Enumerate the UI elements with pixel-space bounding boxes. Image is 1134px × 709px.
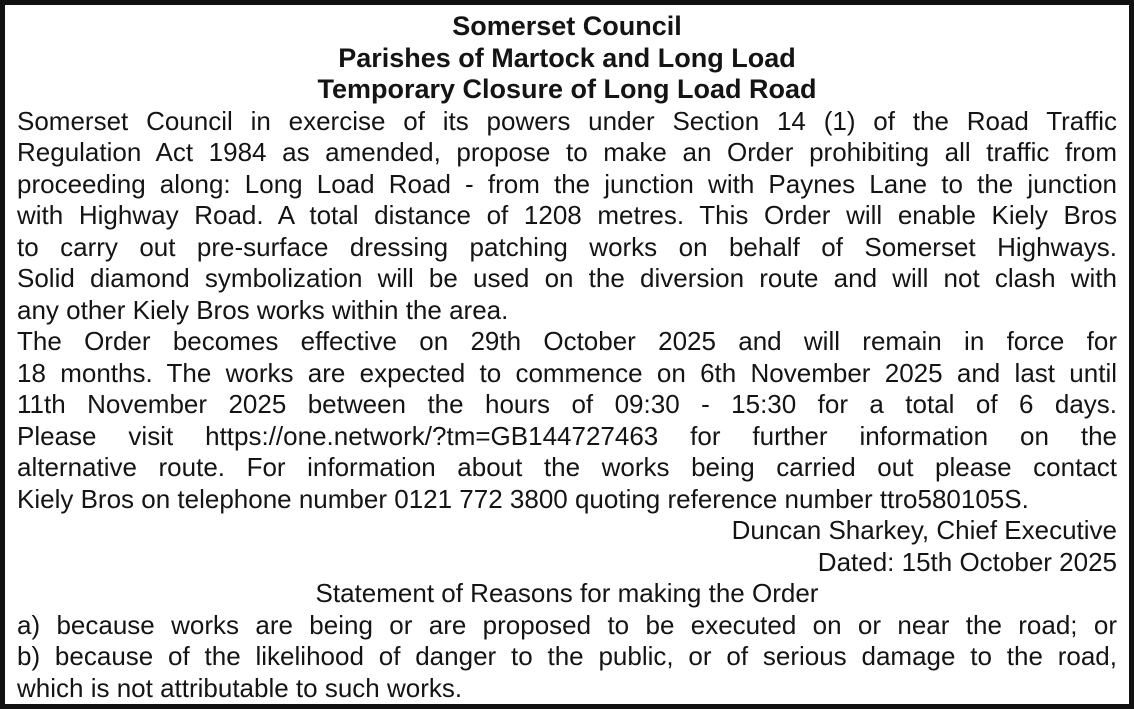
reason-text-line: which is not attributable to such works. — [17, 672, 463, 703]
body-text-line: alternative route. For information about the works being carried out please contact — [17, 452, 1117, 482]
signature-line: Duncan Sharkey, Chief Executive — [731, 515, 1117, 545]
statement-of-reasons-list — [17, 610, 1117, 705]
notice-body-paragraph-order-details — [17, 106, 1117, 327]
body-text-line: 18 months. The works are expected to commence on 6th November 2025 and last until — [17, 357, 1117, 388]
body-text-line: 11th November 2025 between the hours of 09:30 - 15:30 for a total of 6 days. — [17, 389, 1117, 419]
reason-text-line: b) because of the likelihood of danger to the public, or of serious damage to the road, — [17, 641, 1117, 671]
body-text-line: Solid diamond symbolization will be used on the diversion route and will not clash with — [17, 263, 1117, 293]
body-text-line: Somerset Council in exercise of its powers under Section 14 (1) of the Road Traffic — [17, 105, 1117, 136]
statement-of-reasons-heading: Statement of Reasons for making the Order — [315, 578, 819, 608]
notice-title-line: Temporary Closure of Long Load Road — [317, 74, 817, 104]
notice-title — [17, 11, 1117, 106]
reason-text-line: a) because works are being or are proposed to be executed on or near the road; or — [17, 609, 1117, 640]
body-text-line: Regulation Act 1984 as amended, propose to make an Order prohibiting all traffic from — [17, 137, 1117, 167]
body-text-line: with Highway Road. A total distance of 1208 metres. This Order will enable Kiely Bros — [17, 200, 1117, 230]
body-text-line: proceeding along: Long Load Road - from the junction with Paynes Lane to the junction — [17, 168, 1117, 199]
notice-body-paragraph-dates-contact — [17, 326, 1117, 515]
body-text-line: Please visit https://one.network/?tm=GB144727463 for further information on the — [17, 420, 1117, 451]
notice-title-line: Somerset Council — [452, 11, 682, 41]
notice-title-line: Parishes of Martock and Long Load — [338, 42, 796, 73]
signature-line: Dated: 15th October 2025 — [817, 546, 1117, 577]
body-text-line: any other Kiely Bros works within the area. — [17, 294, 509, 325]
body-text-line: to carry out pre-surface dressing patching works on behalf of Somerset Highways. — [17, 231, 1117, 262]
signature-block — [17, 515, 1117, 578]
body-text-line: The Order becomes effective on 29th October 2025 and will remain in force for — [17, 326, 1117, 356]
body-text-line: Kiely Bros on telephone number 0121 772 3800 quoting reference number ttro580105S. — [17, 483, 1029, 514]
